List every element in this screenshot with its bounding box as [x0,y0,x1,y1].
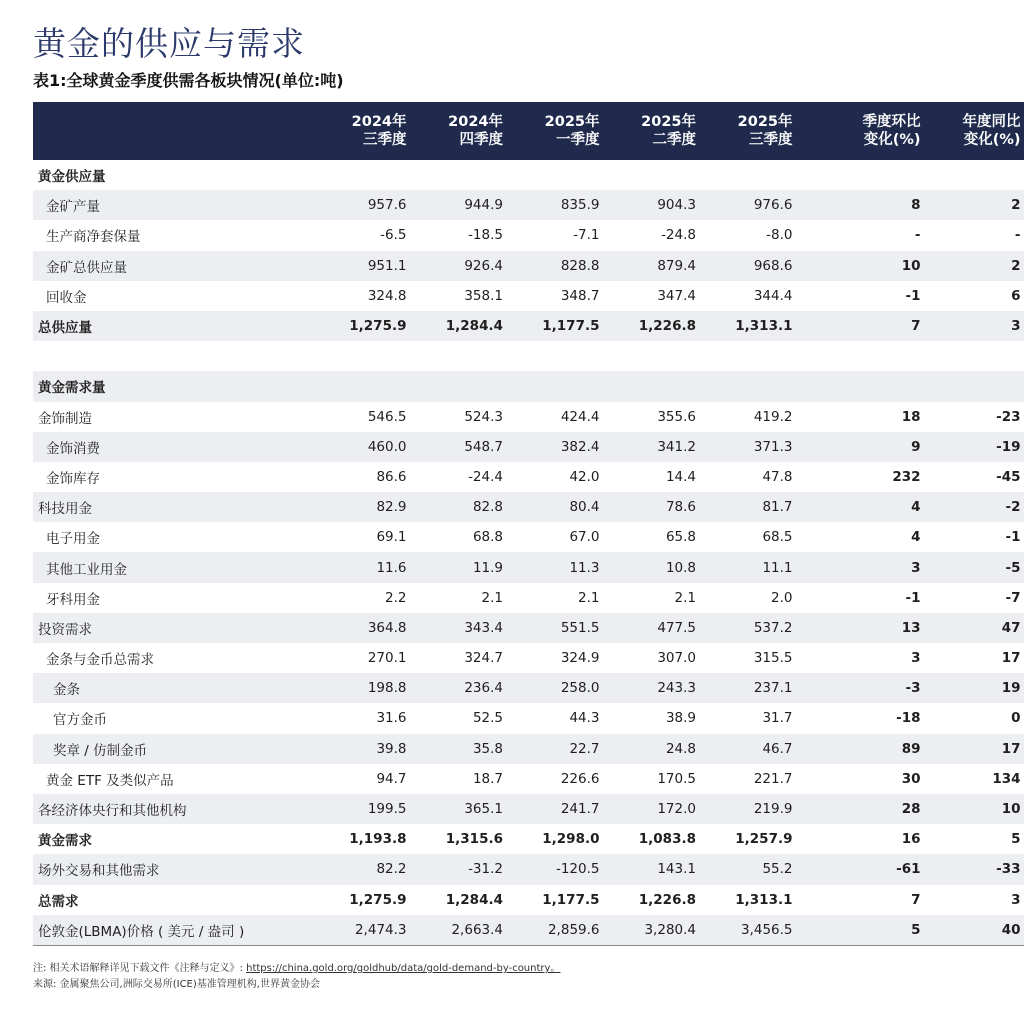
qoq-change-cell: 16 [901,831,921,848]
row-label: 奖章 / 仿制金币 [33,734,318,764]
value-cell: 69.1 [376,529,407,546]
value-cell: 82.9 [318,492,415,522]
value-cell: 1,313.1 [735,891,793,908]
qoq-change-cell: 4 [801,492,929,522]
header-cell-7 [929,102,1024,160]
value-cell [608,160,705,190]
table-row [33,764,1024,794]
qoq-change-cell: 8 [801,190,929,220]
value-cell: 1,284.4 [445,891,503,908]
row-label: 场外交易和其他需求 [33,854,318,884]
header-line-2: 变化(%) [863,132,921,148]
value-cell: 11.3 [511,552,608,582]
value-cell: 67.0 [569,529,600,546]
yoy-change-cell: -2 [929,492,1024,522]
header-cell-5 [704,102,801,160]
qoq-change-cell: 3 [911,650,921,667]
value-cell [318,160,415,190]
yoy-change-cell: 17 [929,734,1024,764]
yoy-change-cell: 2 [929,190,1024,220]
value-cell: 976.6 [704,190,801,220]
value-cell: 1,193.8 [349,831,407,848]
value-cell: 226.6 [560,770,600,787]
value-cell: 24.8 [608,734,705,764]
value-cell: 324.9 [560,650,600,667]
yoy-change-cell [929,341,1024,371]
yoy-change-cell: -1 [1005,529,1021,546]
value-cell: 347.4 [657,287,696,304]
value-cell: 2.1 [674,589,696,606]
value-cell: 1,275.9 [349,891,407,908]
qoq-change-cell: 4 [911,529,921,546]
value-cell: 11.6 [318,552,415,582]
value-cell: 1,257.9 [735,831,793,848]
table-row [33,915,1024,946]
row-label: 官方金币 [53,712,107,729]
value-cell: -24.4 [468,468,503,485]
table-row [33,220,1024,250]
value-cell: -7.1 [573,227,600,244]
value-cell: 1,226.8 [638,891,696,908]
value-cell: 65.8 [665,529,696,546]
value-cell: -8.0 [766,227,793,244]
value-cell [511,160,608,190]
yoy-change-cell: 19 [929,673,1024,703]
row-label: 黄金需求量 [33,371,318,401]
qoq-change-cell: -18 [896,710,921,727]
table-header [33,102,1024,160]
qoq-change-cell: 7 [911,891,921,908]
value-cell: 172.0 [608,794,705,824]
value-cell: 86.6 [376,468,407,485]
footnotes [33,961,1007,993]
value-cell: 477.5 [608,613,705,643]
value-cell: 424.4 [560,408,600,425]
header-line-2: 四季度 [459,132,503,148]
header-line-1: 2025年 [737,114,793,130]
value-cell: 198.8 [318,673,415,703]
value-cell [704,341,801,371]
value-cell [318,371,415,401]
value-cell: 879.4 [608,251,705,281]
header-line-2: 一季度 [556,132,600,148]
value-cell: 2.1 [578,589,600,606]
value-cell: 365.1 [415,794,512,824]
value-cell: 944.9 [415,190,512,220]
table-row [33,190,1024,220]
value-cell: 546.5 [367,408,407,425]
qoq-change-cell: 28 [801,794,929,824]
qoq-change-cell [801,160,929,190]
value-cell: 324.8 [367,287,407,304]
value-cell: 82.2 [318,854,415,884]
header-cell-1 [318,102,415,160]
header-cell-2 [415,102,512,160]
value-cell: 3,280.4 [608,915,705,946]
yoy-change-cell: 134 [992,770,1021,787]
value-cell: 81.7 [704,492,801,522]
value-cell: 199.5 [318,794,415,824]
row-label: 黄金需求 [38,833,92,850]
value-cell: 355.6 [657,408,696,425]
note-text: 注: 相关术语解释详见下载文件《注释与定义》: [33,963,247,974]
row-label: 投资需求 [33,613,318,643]
qoq-change-cell: 18 [901,408,921,425]
value-cell: 951.1 [318,251,415,281]
value-cell [608,371,705,401]
yoy-change-cell: 47 [929,613,1024,643]
value-cell [704,160,801,190]
value-cell: 307.0 [657,650,696,667]
value-cell: 3,456.5 [704,915,801,946]
value-cell: 2,859.6 [511,915,608,946]
note-link[interactable]: https://china.gold.org/goldhub/data/gold-demand-by-country。 [246,963,561,974]
page-title: 黄金的供应与需求 [33,24,305,63]
value-cell: 2.0 [771,589,793,606]
header-line-1: 季度环比 [862,114,921,130]
table-row [33,794,1024,824]
table-row [33,613,1024,643]
value-cell: 1,275.9 [318,311,415,341]
supply-demand-table [33,102,1024,946]
value-cell: 236.4 [415,673,512,703]
header-cell-3 [511,102,608,160]
qoq-change-cell [801,341,929,371]
table-row [33,583,1024,613]
qoq-change-cell [801,371,929,401]
qoq-change-cell: 5 [801,915,929,946]
yoy-change-cell: 5 [1011,831,1021,848]
value-cell: 55.2 [704,854,801,884]
table-caption: 表1:全球黄金季度供需各板块情况(单位:吨) [33,71,344,90]
value-cell: 968.6 [704,251,801,281]
yoy-change-cell: 3 [929,311,1024,341]
row-label: 黄金 ETF 及类似产品 [46,772,174,789]
header-line-2: 二季度 [652,132,696,148]
value-cell: 94.7 [376,770,407,787]
qoq-change-cell: 13 [801,613,929,643]
yoy-change-cell: -33 [929,854,1024,884]
value-cell: 47.8 [762,468,793,485]
value-cell: 1,313.1 [704,311,801,341]
value-cell: 2,663.4 [415,915,512,946]
table-row [33,522,1024,552]
value-cell [415,160,512,190]
table-row [33,281,1024,311]
value-cell: 80.4 [511,492,608,522]
header-cell-6 [801,102,929,160]
note-line [33,961,1007,977]
value-cell: 237.1 [704,673,801,703]
value-cell: 44.3 [569,710,600,727]
value-cell: 10.8 [608,552,705,582]
value-cell: 39.8 [318,734,415,764]
value-cell: 1,177.5 [511,311,608,341]
section-header-row [33,371,1024,401]
yoy-change-cell: 6 [1011,287,1021,304]
header-cell-label [33,102,318,160]
row-label: 总需求 [38,893,79,910]
value-cell [608,341,705,371]
yoy-change-cell: -45 [996,468,1021,485]
row-label: 科技用金 [33,492,318,522]
row-label: 总供应量 [33,311,318,341]
value-cell: 11.1 [704,552,801,582]
row-label [33,341,318,371]
yoy-change-cell: -19 [929,432,1024,462]
row-label: 伦敦金(LBMA)价格 ( 美元 / 盎司 ) [33,915,318,946]
header-line-2: 三季度 [363,132,407,148]
value-cell: 1,177.5 [542,891,600,908]
qoq-change-cell: 30 [901,770,921,787]
yoy-change-cell: 3 [1011,891,1021,908]
value-cell: 31.6 [376,710,407,727]
value-cell: 219.9 [704,794,801,824]
value-cell: 38.9 [665,710,696,727]
table-row [33,703,1024,733]
row-label: 牙科用金 [46,591,100,608]
table-row [33,462,1024,492]
yoy-change-cell: 0 [1011,710,1021,727]
row-label: 金矿总供应量 [33,251,318,281]
value-cell: 926.4 [415,251,512,281]
value-cell: 324.7 [464,650,503,667]
table-row [33,311,1024,341]
value-cell: 52.5 [472,710,503,727]
row-label: 各经济体央行和其他机构 [33,794,318,824]
value-cell: 419.2 [753,408,793,425]
qoq-change-cell: 10 [801,251,929,281]
value-cell: 343.4 [415,613,512,643]
yoy-change-cell [929,371,1024,401]
header-cell-4 [608,102,705,160]
table-body [33,160,1024,945]
value-cell: 78.6 [608,492,705,522]
row-label: 金饰库存 [46,470,100,487]
value-cell: 258.0 [511,673,608,703]
qoq-change-cell: -61 [801,854,929,884]
value-cell: 344.4 [753,287,793,304]
qoq-change-cell: 89 [801,734,929,764]
value-cell: 1,226.8 [608,311,705,341]
value-cell [511,341,608,371]
header-line-1: 2025年 [641,114,696,130]
value-cell: 143.1 [608,854,705,884]
yoy-change-cell: 2 [929,251,1024,281]
value-cell: 68.5 [762,529,793,546]
value-cell: 1,315.6 [445,831,503,848]
table-row [33,643,1024,673]
qoq-change-cell: 9 [801,432,929,462]
value-cell: 957.6 [318,190,415,220]
value-cell: 341.2 [608,432,705,462]
value-cell [511,371,608,401]
header-line-1: 2025年 [544,114,600,130]
row-label: 金饰制造 [38,410,92,427]
value-cell: 364.8 [318,613,415,643]
value-cell: 835.9 [511,190,608,220]
value-cell: 382.4 [511,432,608,462]
value-cell: 904.3 [608,190,705,220]
header-line-2: 三季度 [749,132,793,148]
table-row [33,402,1024,432]
table-row [33,885,1024,915]
value-cell: 31.7 [762,710,793,727]
value-cell: 68.8 [472,529,503,546]
yoy-change-cell: 10 [929,794,1024,824]
value-cell: 18.7 [472,770,503,787]
row-label: 金条 [33,673,318,703]
qoq-change-cell: -3 [801,673,929,703]
value-cell [415,371,512,401]
value-cell: 241.7 [511,794,608,824]
value-cell: 243.3 [608,673,705,703]
yoy-change-cell: -23 [996,408,1021,425]
qoq-change-cell: 7 [801,311,929,341]
yoy-change-cell [929,160,1024,190]
value-cell: 14.4 [665,468,696,485]
yoy-change-cell: 17 [1001,650,1021,667]
table-row [33,854,1024,884]
row-label: 其他工业用金 [33,552,318,582]
value-cell: 2.2 [385,589,407,606]
value-cell [415,341,512,371]
source-line: 来源: 金属聚焦公司,洲际交易所(ICE)基准管理机构,世界黄金协会 [33,979,320,990]
value-cell: 1,083.8 [638,831,696,848]
value-cell: 315.5 [753,650,793,667]
value-cell: 221.7 [753,770,793,787]
value-cell: 537.2 [704,613,801,643]
value-cell: 170.5 [657,770,696,787]
value-cell: 11.9 [415,552,512,582]
value-cell: 551.5 [511,613,608,643]
table-row [33,734,1024,764]
row-label: 电子用金 [46,531,100,548]
value-cell: 35.8 [415,734,512,764]
qoq-change-cell: -1 [905,589,921,606]
value-cell: 42.0 [569,468,600,485]
yoy-change-cell: -7 [1005,589,1021,606]
yoy-change-cell: 40 [929,915,1024,946]
value-cell: 82.8 [415,492,512,522]
value-cell: 1,298.0 [542,831,600,848]
value-cell: -24.8 [661,227,696,244]
table-row [33,552,1024,582]
value-cell: 460.0 [318,432,415,462]
table-row [33,492,1024,522]
value-cell: -120.5 [511,854,608,884]
header-line-2: 变化(%) [963,132,1021,148]
value-cell: 348.7 [560,287,600,304]
value-cell: 2.1 [481,589,503,606]
value-cell [704,371,801,401]
row-label: 生产商净套保量 [46,229,141,246]
value-cell: 371.3 [704,432,801,462]
value-cell: 1,284.4 [415,311,512,341]
value-cell [318,341,415,371]
table-row [33,673,1024,703]
value-cell: -31.2 [415,854,512,884]
row-label: 回收金 [46,289,87,306]
value-cell: 358.1 [464,287,503,304]
value-cell: -18.5 [468,227,503,244]
value-cell: 524.3 [464,408,503,425]
row-label: 金矿产量 [33,190,318,220]
section-header-row [33,160,1024,190]
yoy-change-cell: -5 [929,552,1024,582]
value-cell: 270.1 [367,650,407,667]
qoq-change-cell: 3 [801,552,929,582]
qoq-change-cell: 232 [892,468,921,485]
value-cell: 548.7 [415,432,512,462]
header-line-1: 年度同比 [962,114,1021,130]
qoq-change-cell: -1 [905,287,921,304]
yoy-change-cell: - [1014,227,1021,244]
value-cell: 2,474.3 [318,915,415,946]
row-label: 金饰消费 [33,432,318,462]
header-line-1: 2024年 [448,114,503,130]
table-row [33,432,1024,462]
spacer-row [33,341,1024,371]
value-cell: 828.8 [511,251,608,281]
value-cell: 22.7 [511,734,608,764]
value-cell: 46.7 [704,734,801,764]
value-cell: -6.5 [380,227,407,244]
row-label: 黄金供应量 [38,169,106,186]
qoq-change-cell: - [914,227,921,244]
header-line-1: 2024年 [351,114,407,130]
header-row [33,102,1024,160]
table-row [33,251,1024,281]
row-label: 金条与金币总需求 [46,652,154,669]
table-row [33,824,1024,854]
